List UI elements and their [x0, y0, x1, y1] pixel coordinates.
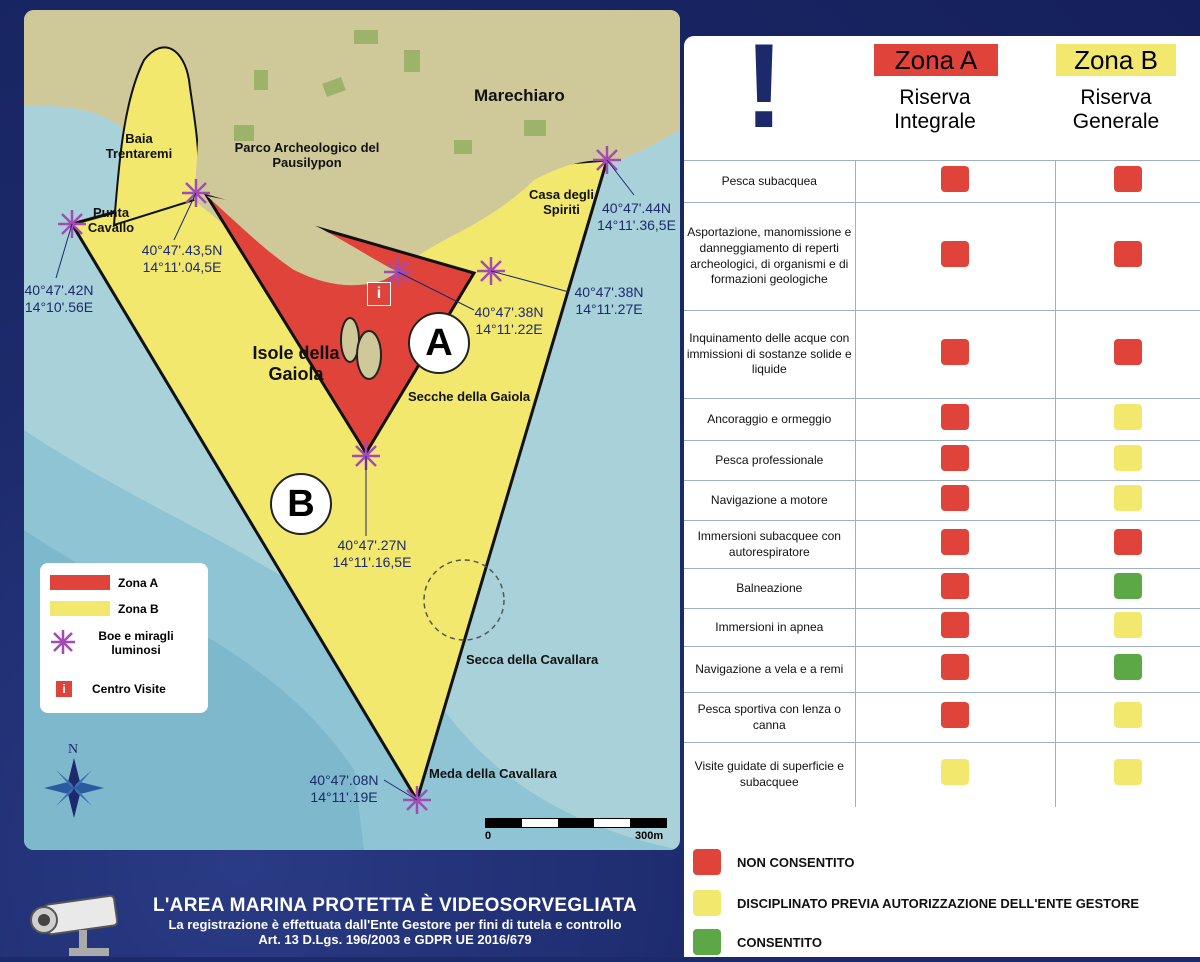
key-yellow-swatch	[693, 890, 721, 916]
key-not-allowed	[693, 849, 855, 875]
status-square	[1114, 612, 1142, 638]
exclamation-icon: !	[744, 19, 784, 153]
label-baia: Baia Trentaremi	[105, 131, 173, 161]
rule-zone-b-cell	[1055, 693, 1200, 743]
legend-zone-a-label: Zona A	[118, 575, 159, 590]
rule-zone-a-cell	[855, 399, 1055, 441]
scale-end: 300m	[635, 830, 664, 842]
rule-row	[684, 161, 1200, 203]
status-square	[1114, 759, 1142, 785]
banner-line1: La registrazione è effettuata dall'Ente Gestore per fini di tutela e controllo	[168, 917, 622, 932]
status-square	[941, 529, 969, 555]
rule-zone-b-cell	[1055, 441, 1200, 481]
map-legend	[40, 563, 208, 713]
status-square	[941, 404, 969, 430]
rule-row	[684, 441, 1200, 481]
rule-zone-b-cell	[1055, 481, 1200, 521]
label-casa: Casa degli Spiriti	[528, 187, 595, 217]
rule-activity: Asportazione, manomissione e danneggiamento di reperti archeologici, di organismi e di formazioni geologiche	[684, 203, 855, 311]
status-square	[1114, 654, 1142, 680]
rule-activity: Navigazione a vela e a remi	[684, 647, 855, 693]
rule-row	[684, 569, 1200, 609]
status-square	[941, 702, 969, 728]
rule-zone-b-cell	[1055, 743, 1200, 807]
status-square	[1114, 529, 1142, 555]
rule-activity: Balneazione	[684, 569, 855, 609]
rule-zone-a-cell	[855, 311, 1055, 399]
rule-zone-a-cell	[855, 693, 1055, 743]
status-square	[1114, 241, 1142, 267]
key-allowed	[693, 929, 822, 955]
label-marechiaro: Marechiaro	[474, 86, 565, 105]
rule-row	[684, 203, 1200, 311]
status-square	[1114, 339, 1142, 365]
rule-zone-a-cell	[855, 481, 1055, 521]
rule-zone-a-cell	[855, 743, 1055, 807]
camera-icon	[24, 882, 124, 962]
status-square	[1114, 445, 1142, 471]
status-square	[941, 445, 969, 471]
status-square	[941, 339, 969, 365]
label-secche: Secche della Gaiola	[408, 389, 531, 404]
rule-row	[684, 609, 1200, 647]
key-regulated	[693, 890, 1139, 916]
rule-zone-b-cell	[1055, 161, 1200, 203]
rule-row	[684, 399, 1200, 441]
rule-activity: Pesca subacquea	[684, 161, 855, 203]
rule-zone-b-cell	[1055, 521, 1200, 569]
info-icon: i	[56, 681, 72, 697]
status-square	[941, 573, 969, 599]
surveillance-banner	[130, 895, 660, 947]
zone-b-marker: B	[270, 473, 332, 535]
rule-row	[684, 311, 1200, 399]
label-meda: Meda della Cavallara	[429, 766, 557, 781]
label-secca: Secca della Cavallara	[466, 652, 599, 667]
legend-zone-b-label: Zona B	[118, 601, 159, 616]
key-green-swatch	[693, 929, 721, 955]
scale-bar	[485, 818, 667, 842]
rule-activity: Pesca professionale	[684, 441, 855, 481]
coord-punta-cavallo: 40°47'.42N 14°10'.56E	[24, 282, 94, 315]
rule-zone-b-cell	[1055, 647, 1200, 693]
regulations-table	[684, 160, 1200, 807]
rule-activity: Navigazione a motore	[684, 481, 855, 521]
rule-activity: Inquinamento delle acque con immissioni di sostanze solide e liquide	[684, 311, 855, 399]
label-parco: Parco Archeologico del Pausilypon	[234, 140, 380, 170]
rule-activity: Visite guidate di superficie e subacquee	[684, 743, 855, 807]
coord-zone-a-south: 40°47'.27N 14°11'.16,5E	[332, 537, 412, 570]
status-square	[1114, 573, 1142, 599]
status-square	[941, 241, 969, 267]
zone-b-title: Zona B	[1056, 44, 1176, 76]
banner-line2: Art. 13 D.Lgs. 196/2003 e GDPR UE 2016/679	[258, 932, 532, 947]
coord-zone-b-east: 40°47'.38N 14°11'.27E	[574, 284, 644, 317]
rule-zone-b-cell	[1055, 569, 1200, 609]
status-square	[941, 654, 969, 680]
coord-meda: 40°47'.08N 14°11'.19E	[309, 772, 379, 805]
rule-zone-b-cell	[1055, 609, 1200, 647]
status-square	[1114, 702, 1142, 728]
status-square	[941, 485, 969, 511]
rule-zone-a-cell	[855, 203, 1055, 311]
rule-row	[684, 647, 1200, 693]
rule-activity: Pesca sportiva con lenza o canna	[684, 693, 855, 743]
status-square	[1114, 485, 1142, 511]
rule-zone-a-cell	[855, 609, 1055, 647]
legend-centro-label: Centro Visite	[92, 682, 166, 696]
banner-title: L'AREA MARINA PROTETTA È VIDEOSORVEGLIATA	[152, 895, 638, 916]
key-red-label: NON CONSENTITO	[737, 854, 855, 870]
status-square	[941, 166, 969, 192]
key-green-label: CONSENTITO	[737, 934, 822, 950]
label-isole: Isole della Gaiola	[252, 343, 340, 384]
marine-area-map[interactable]	[24, 10, 680, 850]
rule-zone-b-cell	[1055, 203, 1200, 311]
zone-a-marker: A	[408, 312, 470, 374]
rule-activity: Ancoraggio e ormeggio	[684, 399, 855, 441]
zone-a-title: Zona A	[874, 44, 998, 76]
rule-zone-a-cell	[855, 569, 1055, 609]
zone-a-subtitle: Riserva Integrale	[894, 86, 976, 134]
key-red-swatch	[693, 849, 721, 875]
status-square	[1114, 404, 1142, 430]
rule-zone-a-cell	[855, 161, 1055, 203]
rule-zone-a-cell	[855, 521, 1055, 569]
legend-buoy-label: Boe e miragli luminosi	[98, 629, 174, 657]
scale-start: 0	[485, 830, 492, 842]
legend-zone-b-swatch	[50, 601, 110, 616]
label-punta: Punta Cavallo	[87, 205, 135, 235]
compass-north-label: N	[68, 742, 79, 757]
coord-baia: 40°47'.43,5N 14°11'.04,5E	[141, 242, 223, 275]
rule-zone-a-cell	[855, 647, 1055, 693]
rule-activity: Immersioni subacquee con autorespiratore	[684, 521, 855, 569]
status-square	[1114, 166, 1142, 192]
rule-zone-b-cell	[1055, 399, 1200, 441]
status-square	[941, 759, 969, 785]
visitor-center-icon[interactable]: i	[367, 282, 391, 306]
coord-casa: 40°47'.44N 14°11'.36,5E	[597, 200, 676, 233]
rule-activity: Immersioni in apnea	[684, 609, 855, 647]
rule-row	[684, 693, 1200, 743]
rule-zone-a-cell	[855, 441, 1055, 481]
rule-row	[684, 743, 1200, 807]
rule-row	[684, 481, 1200, 521]
legend-zone-a-swatch	[50, 575, 110, 590]
zone-b-subtitle: Riserva Generale	[1072, 86, 1160, 134]
regulations-panel	[684, 19, 1200, 957]
key-yellow-label: DISCIPLINATO PREVIA AUTORIZZAZIONE DELL'ENTE GESTORE	[737, 895, 1140, 911]
rule-zone-b-cell	[1055, 311, 1200, 399]
coord-zone-a-east: 40°47'.38N 14°11'.22E	[474, 304, 544, 337]
status-square	[941, 612, 969, 638]
rule-row	[684, 521, 1200, 569]
